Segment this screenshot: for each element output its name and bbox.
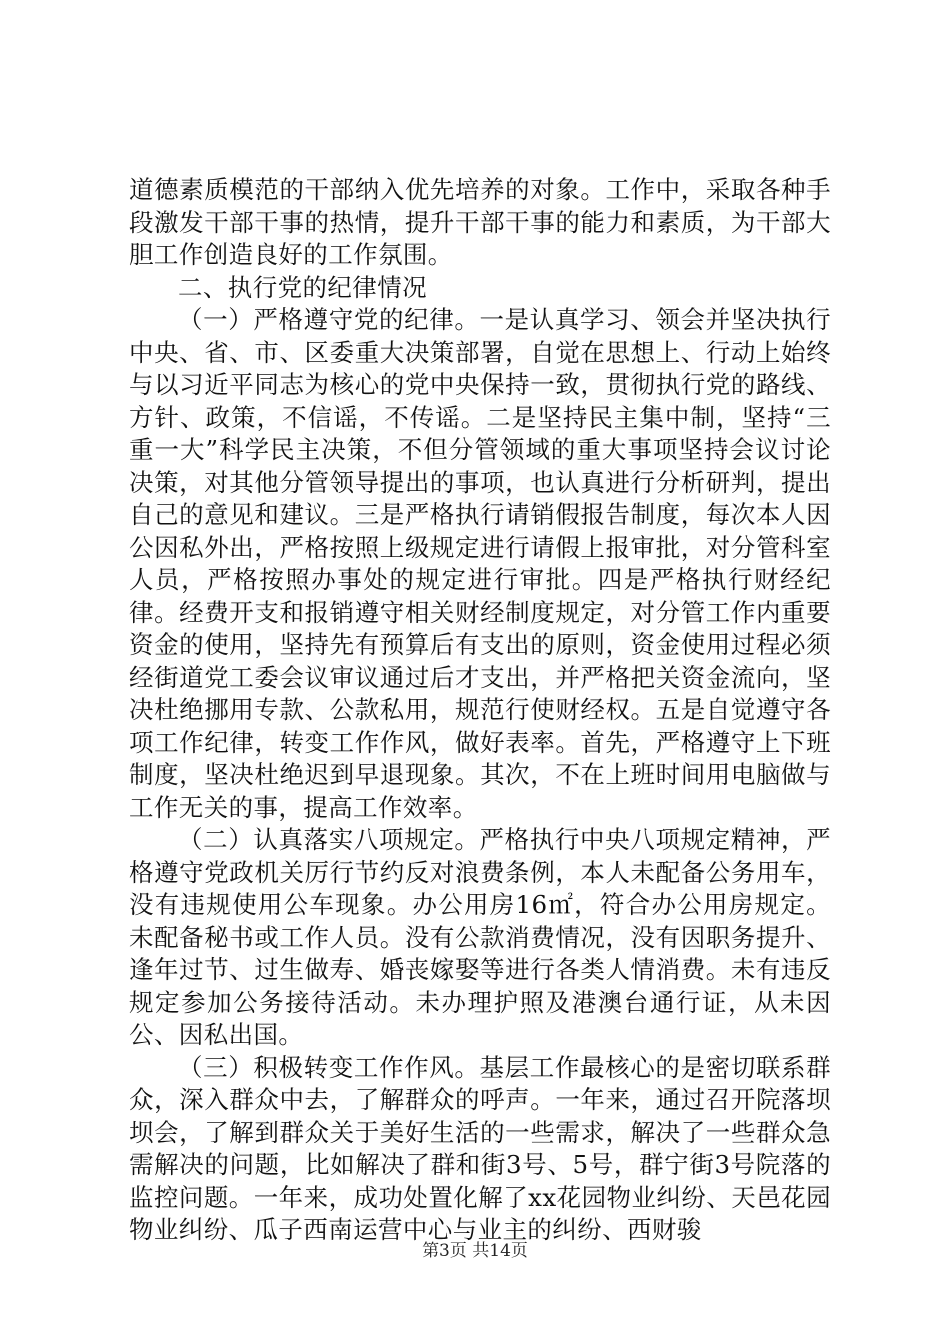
document-body — [129, 174, 831, 1247]
section-heading-discipline: 二、执行党的纪律情况 — [178, 272, 427, 302]
paragraph-eight-rules: （二）认真落实八项规定。严格执行中央八项规定精神，严格遵守党政机关厉行节约反对浪费条例，本人未配备公务用车，没有违规使用公车现象。办公用房16㎡，符合办公用房规定。未配备秘书或工作人员。没有公款消费情况，没有因职务提升、逢年过节、过生做寿、婚丧嫁娶等进行各类人情消费。未有违反规定参加公务接待活动。未办理护照及港澳台通行证，从未因公、因私出国。 — [129, 825, 831, 1049]
paragraph-party-discipline: （一）严格遵守党的纪律。一是认真学习、领会并坚决执行中央、省、市、区委重大决策部署，自觉在思想上、行动上始终与以习近平同志为核心的党中央保持一致，贯彻执行党的路线、方针、政策，不信谣，不传谣。二是坚持民主集中制，坚持“三重一大”科学民主决策，不但分管领域的重大事项坚持会议讨论决策，对其他分管领导提出的事项，也认真进行分析研判，提出自己的意见和建议。三是严格执行请销假报告制度，每次本人因公因私外出，严格按照上级规定进行请假上报审批，对分管科室人员，严格按照办事处的规定进行审批。四是严格执行财经纪律。经费开支和报销遵守相关财经制度规定，对分管工作内重要资金的使用，坚持先有预算后有支出的原则，资金使用过程必须经街道党工委会议审议通过后才支出，并严格把关资金流向，坚决杜绝挪用专款、公款私用，规范行使财经权。五是自觉遵守各项工作纪律，转变工作作风，做好表率。首先，严格遵守上下班制度，坚决杜绝迟到早退现象。其次，不在上班时间用电脑做与工作无关的事，提高工作效率。 — [129, 305, 831, 822]
page-number-footer: 第3页 共14页 — [422, 1241, 528, 1261]
paragraph-cultivation: 道德素质模范的干部纳入优先培养的对象。工作中，采取各种手段激发干部干事的热情，提升干部干事的能力和素质，为干部大胆工作创造良好的工作氛围。 — [129, 175, 831, 269]
paragraph-work-style: （三）积极转变工作作风。基层工作最核心的是密切联系群众，深入群众中去，了解群众的呼声。一年来，通过召开院落坝坝会，了解到群众关于美好生活的一些需求，解决了一些群众急需解决的问题，比如解决了群和街3号、5号，群宁街3号院落的监控问题。一年来，成功处置化解了xx花园物业纠纷、天邑花园物业纠纷、瓜子西南运营中心与业主的纠纷、西财骏 — [129, 1052, 831, 1244]
